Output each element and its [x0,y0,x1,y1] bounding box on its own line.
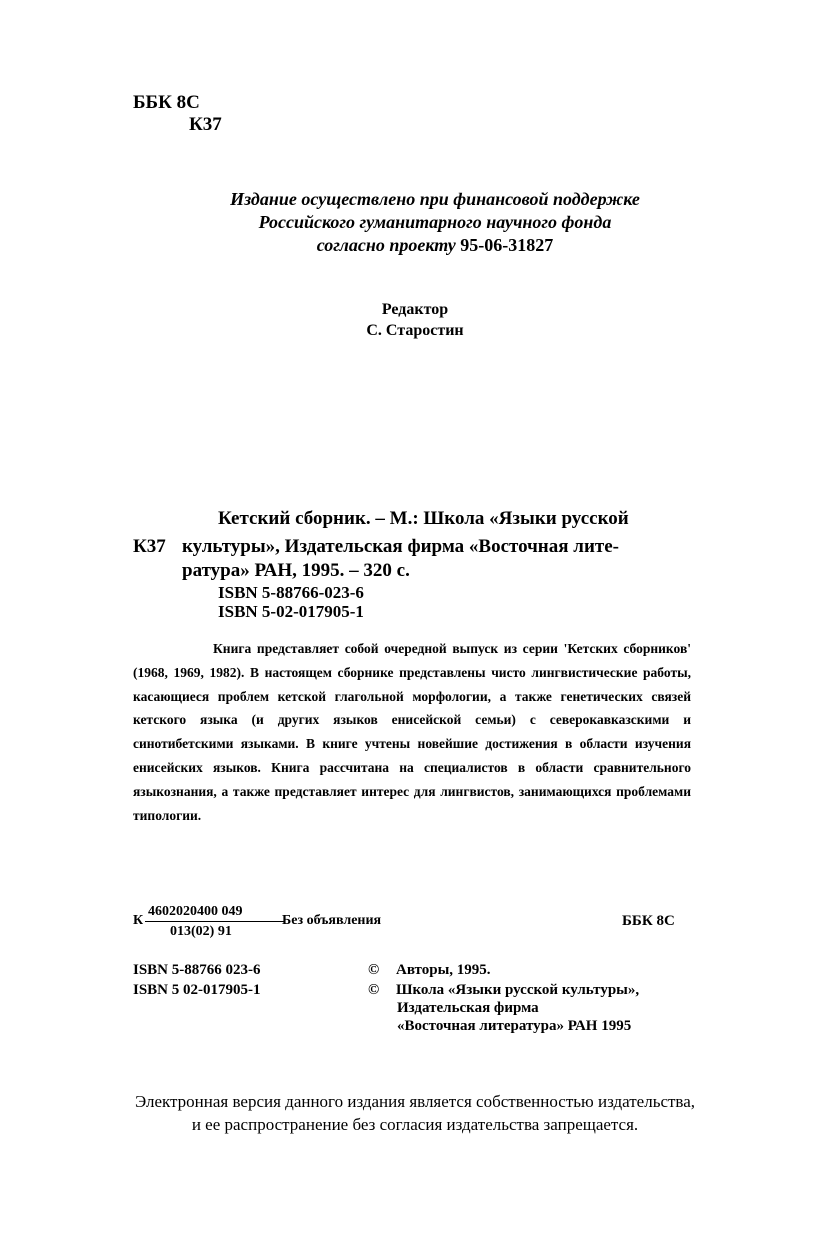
footer-line: Электронная версия данного издания является собственностью издательства, [134,1092,696,1111]
editor-name: С. Старостин [366,322,464,339]
catalog-isbn: ISBN 5-88766-023-6 [218,583,364,602]
catalog-line: Кетский сборник. – М.: Школа «Языки русской [218,508,629,529]
copyright-icon: © [368,962,380,978]
bbk-index-bottom: ББК 8С [622,913,675,929]
copyright-line: «Восточная литература» РАН 1995 [397,1018,632,1034]
book-abstract [133,637,691,827]
price-note: Без объявления [282,913,382,928]
copyright-line [368,982,639,999]
copyright-line: Издательская фирма [397,1000,539,1016]
author-code: К37 [189,114,222,135]
bbk-index: ББК 8С [133,92,200,113]
electronic-version-note [90,1090,740,1136]
editor-block [330,299,500,341]
catalog-line: культуры», Издательская фирма «Восточная лите- [182,536,619,557]
abstract-text: Книга представляет собой очередной выпуск из серии 'Кетских сборников' (1968, 1969, 1982). В настоящем сборнике представлены чисто лингвистические работы, касающиеся проблем кетской глагольной морфологии, а также генетических связей кетского языка (и других языков енисейской семьи) с северокавказскими и синотибетскими языками. В книге учтены новейшие достижения в области изучения енисейских языков. Книга рассчитана на специалистов в области сравнительного языкознания, а также представляет интерес для лингвистов, занимающихся проблемами типологии. [133,641,691,823]
copyright-text: Школа «Языки русской культуры», [396,982,640,998]
funding-note-line [170,234,700,257]
classification-numerator: 4602020400 049 [148,904,243,919]
project-number: 95-06-31827 [460,235,554,255]
isbn-bottom: ISBN 5-88766 023-6 [133,962,261,978]
copyright-text: Авторы, 1995. [396,962,491,978]
catalog-line: ратура» РАН, 1995. – 320 с. [182,560,410,581]
catalog-code: К37 [133,536,166,557]
isbn-bottom: ISBN 5 02-017905-1 [133,982,261,998]
funding-note [170,188,700,257]
classification-denominator: 013(02) 91 [170,924,232,939]
funding-note-line: Издание осуществлено при финансовой поддержке [230,189,640,209]
footer-line: и ее распространение без согласия издательства запрещается. [191,1115,639,1134]
editor-label: Редактор [381,301,449,318]
catalog-isbn: ISBN 5-02-017905-1 [218,602,364,621]
classification-letter: К [133,913,144,928]
fraction-line [145,921,285,922]
copyright-line [368,962,491,979]
copyright-icon: © [368,982,380,998]
funding-note-line: Российского гуманитарного научного фонда [258,212,612,232]
funding-note-text: согласно проекту [316,235,456,255]
